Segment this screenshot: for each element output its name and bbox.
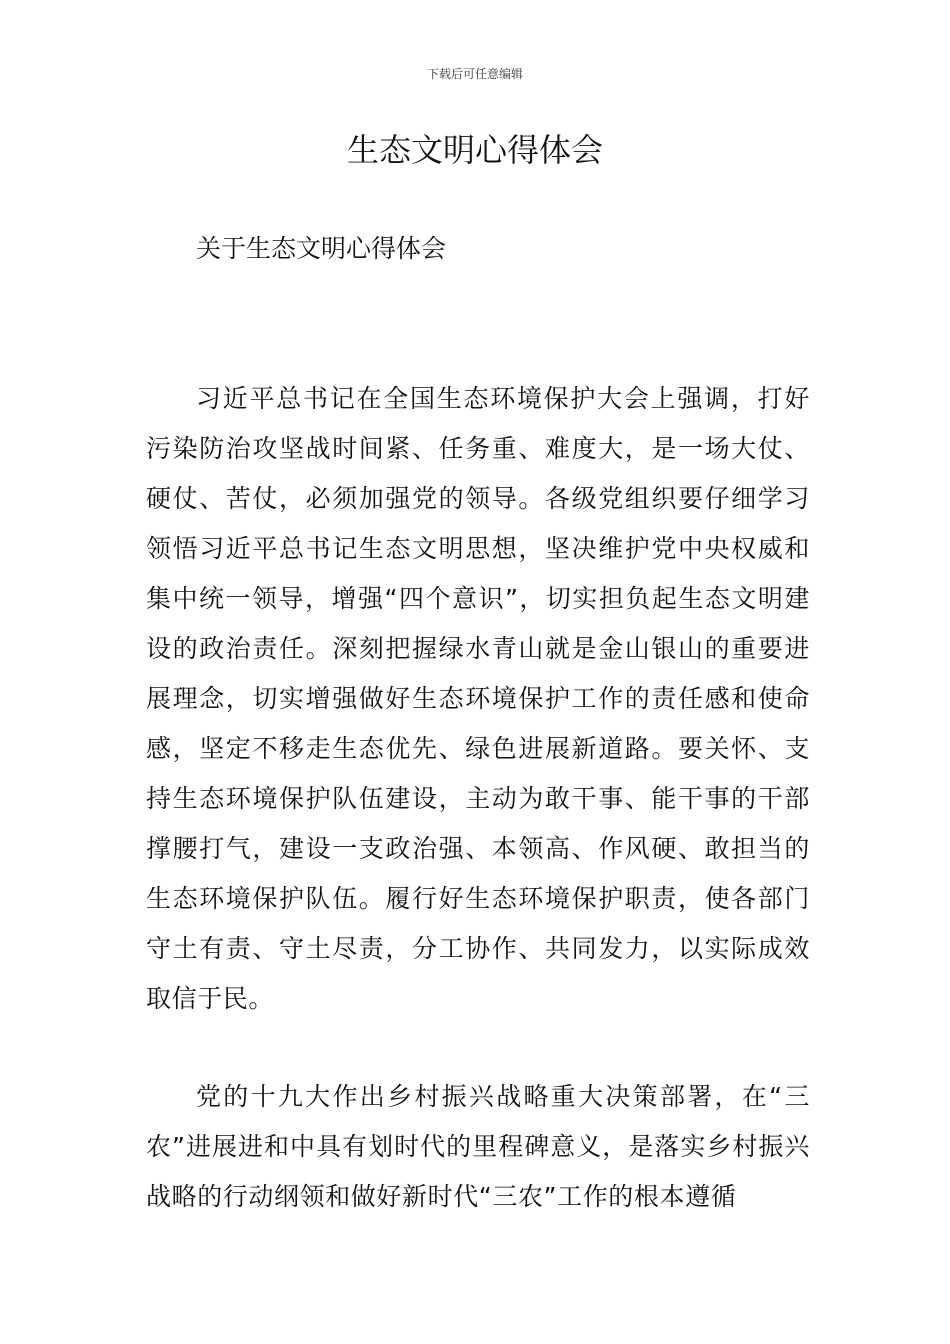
body-paragraph: 习近平总书记在全国生态环境保护大会上强调，打好污染防治攻坚战时间紧、任务重、难度大，是一场大仗、硬仗、苦仗，必须加强党的领导。各级党组织要仔细学习领悟习近平总书记生态文明思想，坚决维护党中央权威和集中统一领导，增强“四个意识”，切实担负起生态文明建设的政治责任。深刻把握绿水青山就是金山银山的重要进展理念，切实增强做好生态环境保护工作的责任感和使命感，坚定不移走生态优先、绿色进展新道路。要关怀、支持生态环境保护队伍建设，主动为敢干事、能干事的干部撑腰打气，建设一支政治强、本领高、作风硬、敢担当的生态环境保护队伍。履行好生态环境保护职责，使各部门守土有责、守土尽责，分工协作、共同发力，以实际成效取信于民。 — [146, 384, 810, 1013]
header-note: 下载后可任意编辑 — [426, 67, 523, 81]
document-subtitle: 关于生态文明心得体会 — [196, 234, 447, 263]
body-paragraph: 党的十九大作出乡村振兴战略重大决策部署，在“三农”进展进和中具有划时代的里程碑意义，是落实乡村振兴战略的行动纲领和做好新时代“三农”工作的根本遵循 — [146, 1082, 810, 1211]
document-title: 生态文明心得体会 — [346, 131, 603, 169]
